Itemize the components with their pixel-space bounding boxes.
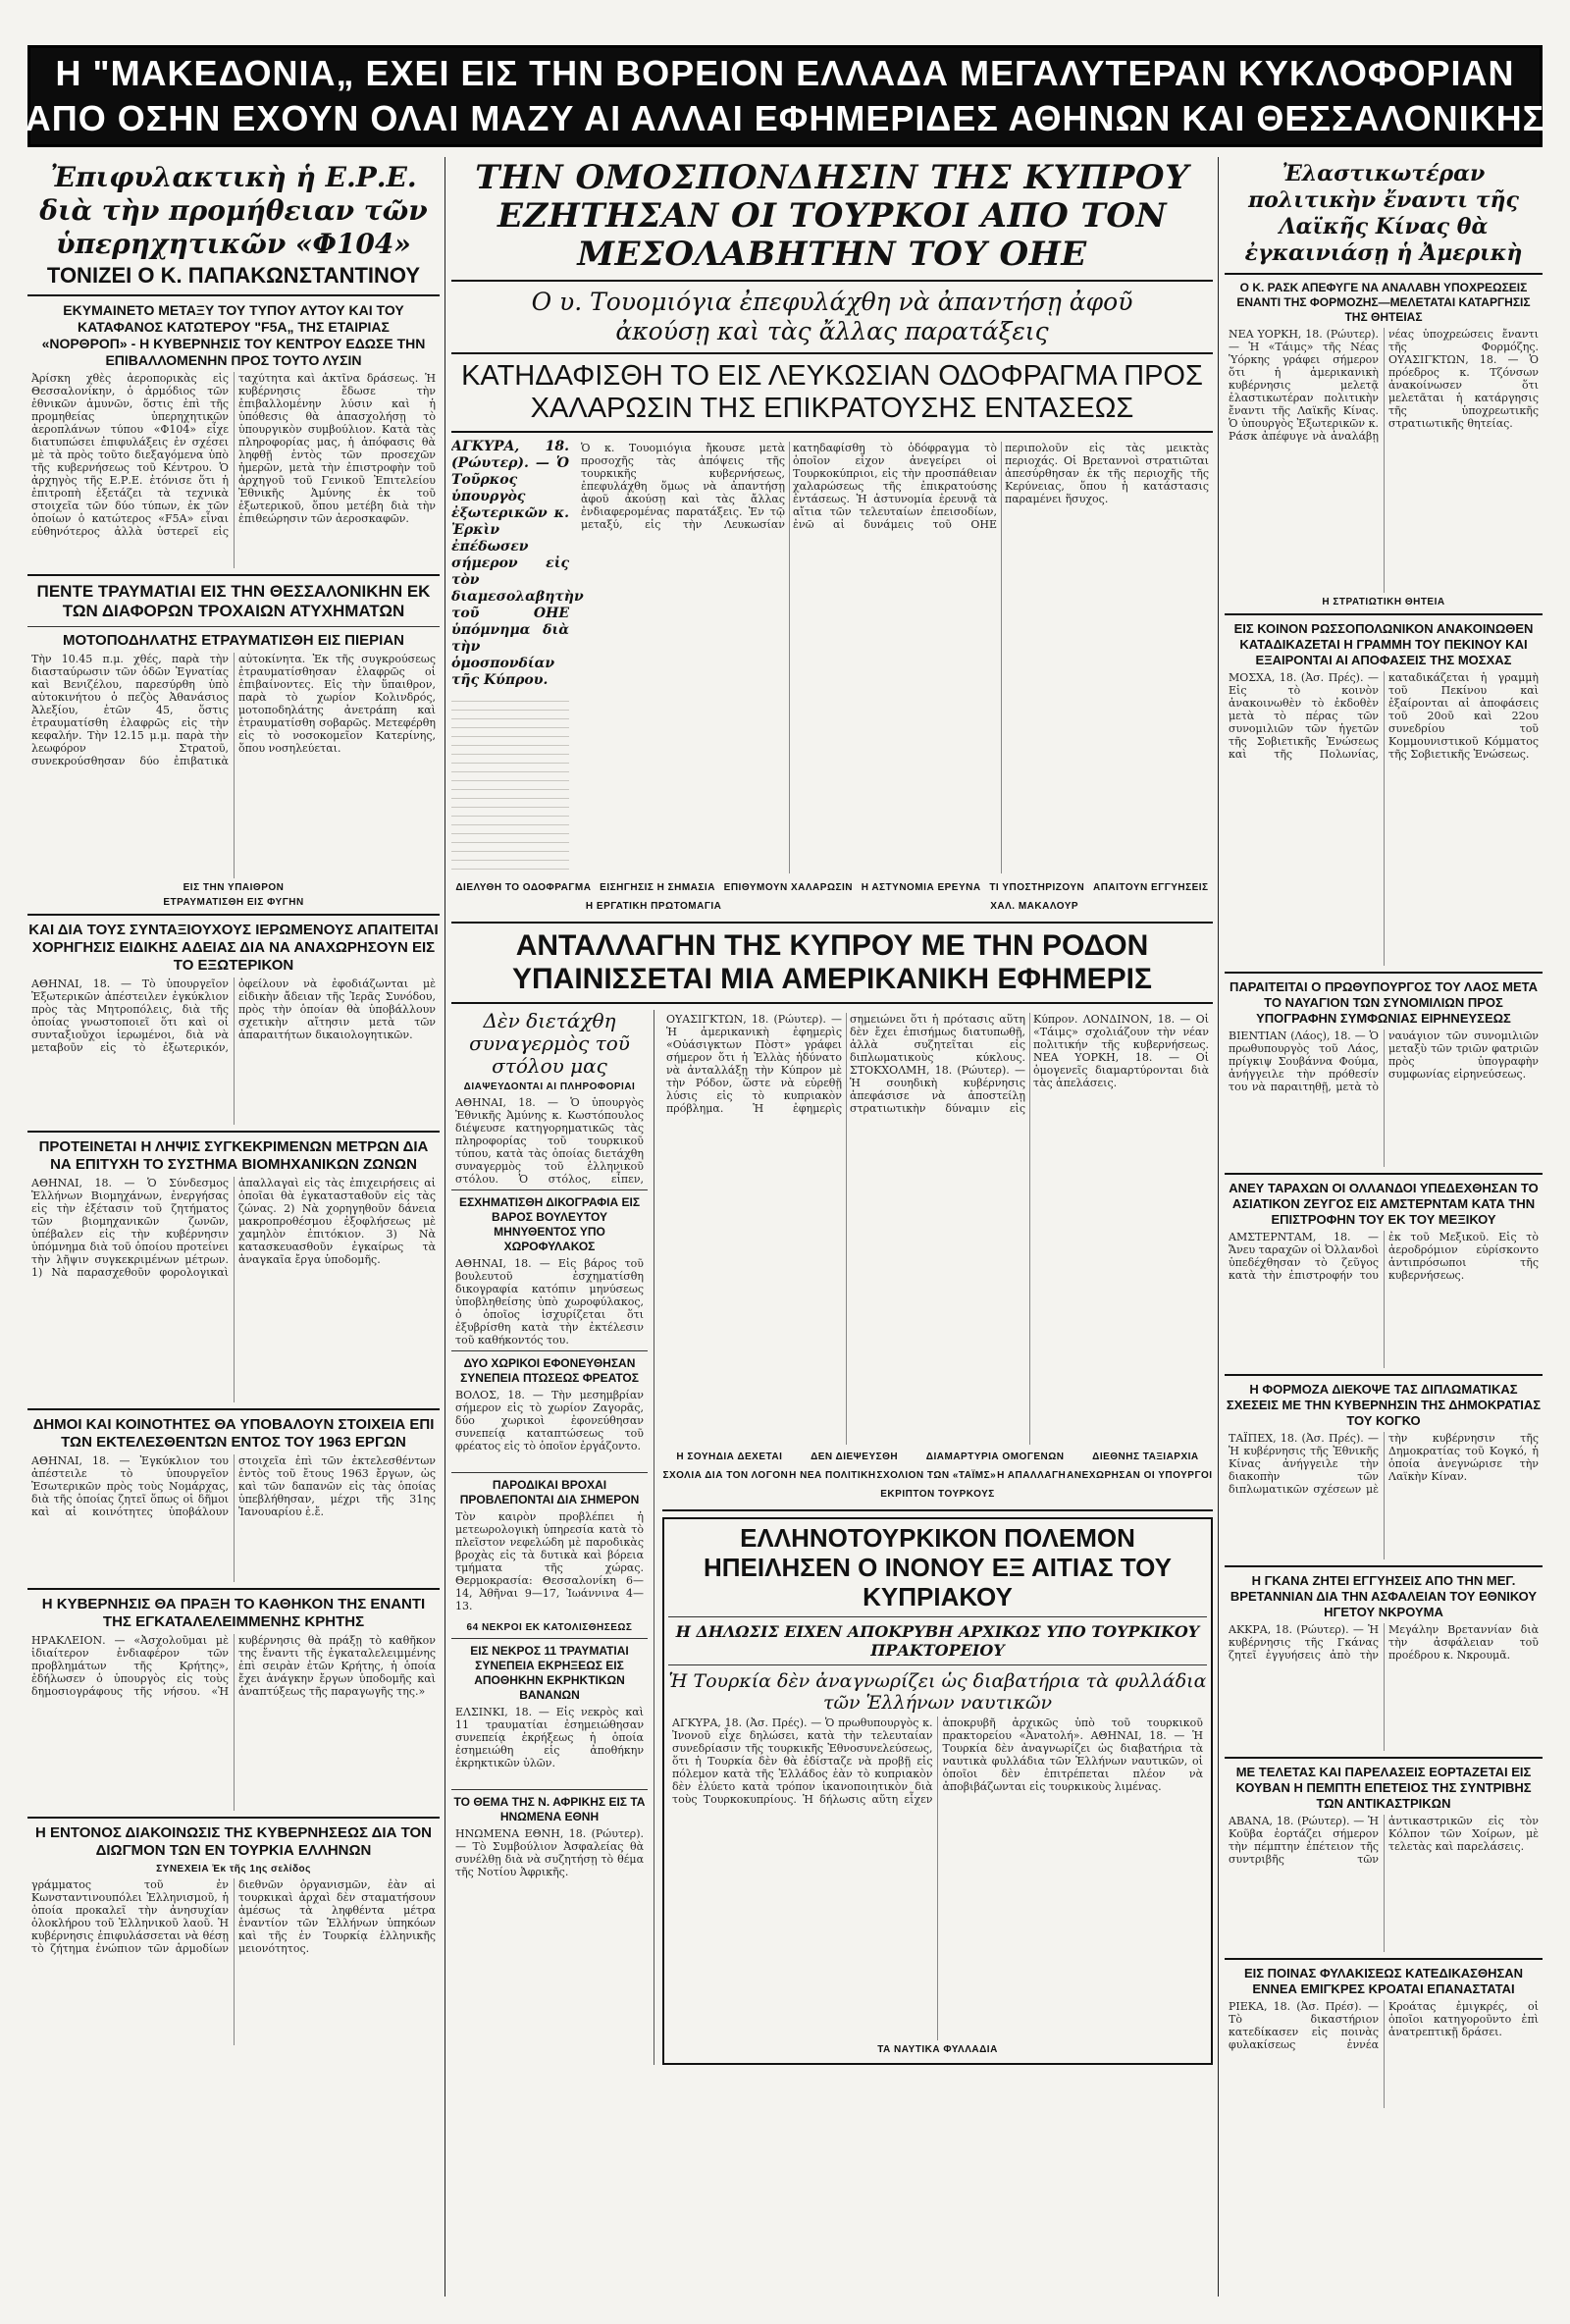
section-label: ΕΙΣ ΤΗΝ ΥΠΑΙΘΡΟΝ bbox=[183, 882, 285, 893]
continued-label: ΣΥΝΕΧΕΙΑ Ἐκ τῆς 1ης σελίδος bbox=[156, 1864, 311, 1875]
headline: ΜΕ ΤΕΛΕΤΑΣ ΚΑΙ ΠΑΡΕΛΑΣΕΙΣ ΕΟΡΤΑΖΕΤΑΙ ΕΙΣ ΚΟΥΒΑΝ Η ΠΕΜΠΤΗ ΕΠΕΤΕΙΟΣ ΤΗΣ ΣΥΝΤΡΙΒΗΣ ΤΩΝ ΑΝΤΙΚΑΣΤΡΙΚΩΝ bbox=[1235, 1765, 1532, 1811]
article-body: ΝΕΑ ΥΟΡΚΗ, 18. (Ρώυτερ). — Ἡ «Τάιμς» τῆς Νέας Ὑόρκης γράφει σήμερον ὅτι ἡ ἀμερικανικὴ κυβέρνησις μελετᾷ ἐλαστικωτέραν πολιτικὴν ἔναντι τῆς Λαϊκῆς Κίνας. Ὁ ὑπουργὸς Ἐξωτερικῶν κ. Ράσκ ἀπέφυγε νὰ ἀναλάβῃ νέας ὑποχρεώσεις ἔναντι τῆς Φορμόζης. ΟΥΑΣΙΓΚΤΩΝ, 18. — Ὁ πρόεδρος κ. Τζόνσων ἀνακοίνωσεν ὅτι μελετᾶται ἡ κατάργησις τῆς ὑποχρεωτικῆς στρατιωτικῆς θητείας. bbox=[1229, 328, 1539, 443]
section-label: Η ΑΣΤΥΝΟΜΙΑ ΕΡΕΥΝΑ bbox=[861, 882, 981, 893]
article-body: ΗΝΩΜΕΝΑ ΕΘΝΗ, 18. (Ρώυτερ). — Τὸ Συμβούλιον Ἀσφαλείας θὰ συνέλθῃ διὰ νὰ συζητήσῃ τὸ θέμα τῆς Νοτίου Ἀφρικῆς. bbox=[455, 1827, 644, 1878]
article-body: γράμματος τοῦ ἐν Κωνσταντινουπόλει Ἑλληνισμοῦ, ἡ ὁποία προκαλεῖ τὴν ἀνησυχίαν ὁλοκλήρου τοῦ Ἑλληνικοῦ λαοῦ. Ἡ κυβέρνησις ἐπιφυλάσσεται νὰ θέσῃ τὸ ζήτημα ἐνώπιον τῶν ἁρμοδίων διεθνῶν ὀργανισμῶν, ἐὰν αἱ τουρκικαὶ ἀρχαὶ δὲν σταματήσουν ἀμέσως τὰ ληφθέντα μέτρα ἐναντίον τῶν Ἑλλήνων ὑπηκόων καὶ τῆς ἐν Τουρκίᾳ ἑλληνικῆς μειονότητος. bbox=[31, 1878, 436, 1955]
newspaper-page bbox=[27, 157, 1543, 2297]
lead-subheadline: Ο υ. Τουομιόγια ἐπεφυλάχθη νὰ ἀπαντήσῃ ἀφοῦ ἀκούσῃ καὶ τὰς ἄλλας παρατάξεις bbox=[531, 288, 1133, 345]
section-label: ΑΠΑΙΤΟΥΝ ΕΓΓΥΗΣΕΙΣ bbox=[1092, 882, 1209, 893]
section-label: ΕΚΡΙΠΤΟΝ ΤΟΥΡΚΟΥΣ bbox=[880, 1489, 995, 1500]
right-column bbox=[1225, 157, 1543, 2297]
headline: Η ΕΝΤΟΝΟΣ ΔΙΑΚΟΙΝΩΣΙΣ ΤΗΣ ΚΥΒΕΡΝΗΣΕΩΣ ΔΙΑ ΤΟΝ ΔΙΩΓΜΟΝ ΤΩΝ ΕΝ ΤΟΥΡΚΙΑ ΕΛΛΗΝΩΝ bbox=[35, 1824, 432, 1859]
section-label: ΣΧΟΛΙΟΝ ΤΩΝ «ΤΑΪΜΣ» bbox=[876, 1470, 997, 1481]
section-label: ΤΙ ΥΠΟΣΤΗΡΙΖΟΥΝ bbox=[989, 882, 1085, 893]
article-body: ΑΒΑΝΑ, 18. (Ρώυτερ). — Ἡ Κοῦβα ἑορτάζει σήμερον τὴν πέμπτην ἐπέτειον τῆς συντριβῆς τῶν ἀντικαστρικῶν εἰς τὸν Κόλπον τῶν Χοίρων, μὲ τελετὰς καὶ παρελάσεις. bbox=[1229, 1815, 1539, 1866]
article-amsterdam bbox=[1225, 1181, 1543, 1368]
kicker: Ἡ Τουρκία δὲν ἀναγνωρίζει ὡς διαβατήρια τὰ φυλλάδια τῶν Ἑλλήνων ναυτικῶν bbox=[668, 1670, 1207, 1714]
article-body: ΡΙΕΚΑ, 18. (Ἀσ. Πρέσ). — Τὸ δικαστήριον κατεδίκασεν εἰς ποινὰς φυλακίσεως ἐννέα Κροάτας ἐμιγκρές, οἱ ὁποῖοι κατηγοροῦντο ἐπὶ ἀνατρεπτικῇ δράσει. bbox=[1229, 2000, 1539, 2051]
article-body: Τὸν καιρὸν προβλέπει ἡ μετεωρολογικὴ ὑπηρεσία κατὰ τὸ πλεῖστον νεφελώδη μὲ παροδικὰς βροχὰς εἰς τὰ δυτικὰ καὶ βόρεια τμήματα τῆς χώρας. Θερμοκρασία: Θεσσαλονίκη 6—14, Ἀθῆναι 9—17, Ἰωάννινα 4—13. bbox=[455, 1510, 644, 1612]
left-column bbox=[27, 157, 440, 2297]
banner-line-1: Η "ΜΑΚΕΔΟΝΙΑ„ ΕΧΕΙ ΕΙΣ ΤΗΝ ΒΟΡΕΙΟΝ ΕΛΛΑΔΑ ΜΕΓΑΛΥΤΕΡΑΝ ΚΥΚΛΟΦΟΡΙΑΝ bbox=[55, 53, 1515, 93]
brief-weather bbox=[451, 1478, 648, 1633]
article-crete bbox=[27, 1596, 440, 1811]
headline: ΔΥΟ ΧΩΡΙΚΟΙ ΕΦΟΝΕΥΘΗΣΑΝ ΣΥΝΕΠΕΙΑ ΠΤΩΣΕΩΣ ΦΡΕΑΤΟΣ bbox=[460, 1356, 639, 1385]
headline: ΕΙΣ ΚΟΙΝΟΝ ΡΩΣΣΟΠΟΛΩΝΙΚΟΝ ΑΝΑΚΟΙΝΩΘΕΝ ΚΑΤΑΔΙΚΑΖΕΤΑΙ Η ΓΡΑΜΜΗ ΤΟΥ ΠΕΚΙΝΟΥ ΚΑΙ ΕΞΑΙΡΟΝΤΑΙ ΑΙ ΑΠΟΦΑΣΕΙΣ ΤΗΣ ΜΟΣΧΑΣ bbox=[1233, 621, 1534, 667]
brief-fleet bbox=[451, 1010, 648, 1185]
article-traffic-accidents bbox=[27, 582, 440, 908]
article-body: ΗΡΑΚΛΕΙΟΝ. — «Ἀσχολοῦμαι μὲ ἰδιαίτερον ἐνδιαφέρον τῶν προβλημάτων τῆς Κρήτης», ἐδήλωσεν ὁ ὑπουργὸς εἰς τοὺς δημοσιογράφους τῆς νήσου. «Ἡ κυβέρνησις θὰ πράξῃ τὸ καθῆκον της ἔναντι τῆς ἐγκαταλελειμμένης ἐπὶ σειρὰν ἐτῶν Κρήτης, ἡ ὁποία ἔχει ἀνάγκην ἔργων ὑποδομῆς καὶ ἀναπτύξεως τῆς παραγωγῆς της.» bbox=[31, 1634, 436, 1698]
article-industrial-zones bbox=[27, 1138, 440, 1402]
article-clergy-pensioners bbox=[27, 922, 440, 1125]
article-body: ΕΛΣΙΝΚΙ, 18. — Εἷς νεκρὸς καὶ 11 τραυματίαι ἐσημειώθησαν συνεπείᾳ ἐκρήξεως ἡ ὁποία ἐσημειώθη εἰς ἀποθήκην ἐκρηκτικῶν ὑλῶν. bbox=[455, 1706, 644, 1769]
section-label: ΔΙΕΛΥΘΗ ΤΟ ΟΔΟΦΡΑΓΜΑ bbox=[455, 882, 592, 893]
section-label: ΑΝΕΧΩΡΗΣΑΝ ΟΙ ΥΠΟΥΡΓΟΙ bbox=[1067, 1470, 1213, 1481]
section-label: Η ΣΤΡΑΤΙΩΤΙΚΗ ΘΗΤΕΙΑ bbox=[1322, 597, 1445, 607]
section-label: ΤΑ ΝΑΥΤΙΚΑ ΦΥΛΛΑΔΙΑ bbox=[877, 2044, 998, 2055]
headline: ΤΟ ΘΕΜΑ ΤΗΣ Ν. ΑΦΡΙΚΗΣ ΕΙΣ ΤΑ ΗΝΩΜΕΝΑ ΕΘΝΗ bbox=[453, 1795, 646, 1823]
article-body: Τὴν 10.45 π.μ. χθές, παρὰ τὴν διασταύρωσιν τῶν ὁδῶν Ἐγνατίας καὶ Βενιζέλου, παρεσύρθη ὑπὸ αὐτοκινήτου ὁ πεζὸς Ἀθανάσιος Ἀλεξίου, ἐτῶν 45, ὅστις ἐτραυματίσθη ἐλαφρῶς εἰς τὴν κεφαλήν. Τὴν 12.15 μ.μ. παρὰ τὴν λεωφόρον Στρατοῦ, συνεκρούσθησαν δύο ἐπιβατικὰ αὐτοκίνητα. Ἐκ τῆς συγκρούσεως ἐτραυματίσθησαν ἐλαφρῶς οἱ ἐπιβαίνοντες. Εἰς τὴν ὕπαιθρον, παρὰ τὸ χωρίον Κολινδρός, μοτοποδηλάτης ἀνετράπη καὶ ἐτραυματίσθη σοβαρῶς. Μετεφέρθη εἰς τὸ νοσοκομεῖον Κατερίνης, ὅπου νοσηλεύεται. bbox=[31, 653, 436, 767]
headline: Η ΚΥΒΕΡΝΗΣΙΣ ΘΑ ΠΡΑΞΗ ΤΟ ΚΑΘΗΚΟΝ ΤΗΣ ΕΝΑΝΤΙ ΤΗΣ ΕΓΚΑΤΑΛΕΛΕΙΜΜΕΝΗΣ ΚΡΗΤΗΣ bbox=[41, 1596, 426, 1630]
article-rhodes-exchange bbox=[451, 929, 1213, 2065]
article-cyprus-federation bbox=[451, 159, 1213, 916]
article-body: ΑΓΚΥΡΑ, 18. (Ἀσ. Πρές). — Ὁ πρωθυπουργὸς κ. Ἰνονοῦ εἶχε δηλώσει, κατὰ τὴν τελευταίαν συνεδρίασιν τῆς τουρκικῆς Ἐθνοσυνελεύσεως, ὅτι ἡ Τουρκία δὲν θὰ ἐδίσταζε νὰ προβῇ εἰς πόλεμον κατὰ τῆς Ἑλλάδος ἐὰν τὸ κυπριακὸν δὲν ἐλύετο κατὰ τρόπον ἱκανοποιητικὸν διὰ τοὺς Τουρκοκυπρίους. Ἡ δήλωσις αὕτη εἶχεν ἀποκρυβῆ ἀρχικῶς ὑπὸ τοῦ τουρκικοῦ πρακτορείου «Ἀνατολή». ΑΘΗΝΑΙ, 18. — Ἡ Τουρκία δὲν ἀναγνωρίζει ὡς διαβατήρια τὰ ναυτικὰ φυλλάδια τῶν Ἑλλήνων ναυτικῶν, οἱ ὁποῖοι δὲν ἐπιτρέπεται πλέον νὰ ἀποβιβάζωνται εἰς τουρκικοὺς λιμένας. bbox=[672, 1717, 1203, 1806]
brief-explosion bbox=[451, 1644, 648, 1784]
article-greco-turkish-war bbox=[662, 1517, 1213, 2065]
headline: ΑΝΤΑΛΛΑΓΗΝ ΤΗΣ ΚΥΠΡΟΥ ΜΕ ΤΗΝ ΡΟΔΟΝ ΥΠΑΙΝΙΣΣΕΤΑΙ ΜΙΑ ΑΜΕΡΙΚΑΝΙΚΗ ΕΦΗΜΕΡΙΣ bbox=[512, 929, 1152, 995]
article-laos bbox=[1225, 979, 1543, 1167]
headline: Ἐπιφυλακτικὴ ἡ Ε.Ρ.Ε. διὰ τὴν προμήθειαν τῶν ὑπερηχητικῶν «Φ104» bbox=[39, 161, 428, 260]
dateline: ΑΓΚΥΡΑ, 18. (Ρώυτερ). — Ὁ Τοῦρκος ὑπουργὸς ἐξωτερικῶν κ. Ἐρκὶν ἐπέδωσεν σήμερον εἰς τὸν διαμεσολαβητὴν τοῦ ΟΗΕ ὑπόμνημα διὰ τὴν ὁμοσπονδίαν τῆς Κύπρου. bbox=[451, 439, 584, 688]
masthead-banner bbox=[27, 45, 1543, 147]
headline: ΔΗΜΟΙ ΚΑΙ ΚΟΙΝΟΤΗΤΕΣ ΘΑ ΥΠΟΒΑΛΟΥΝ ΣΤΟΙΧΕΙΑ ΕΠΙ ΤΩΝ ΕΚΤΕΛΕΣΘΕΝΤΩΝ ΕΝΤΟΣ ΤΟΥ 1963 ΕΡΓΩΝ bbox=[32, 1416, 435, 1451]
brief-well-collapse bbox=[451, 1356, 648, 1467]
article-russo-polish bbox=[1225, 621, 1543, 966]
article-cuba bbox=[1225, 1765, 1543, 1952]
headline: Ἐλαστικωτέραν πολιτικὴν ἔναντι τῆς Λαϊκῆς Κίνας θὰ ἐγκαινιάσῃ ἡ Ἀμερικὴ bbox=[1244, 161, 1523, 266]
byline: ΧΑΛ. ΜΑΚΑΛΟΥΡ bbox=[990, 901, 1079, 912]
subheadline: ΤΟΝΙΖΕΙ Ο Κ. ΠΑΠΑΚΩΝΣΤΑΝΤΙΝΟΥ bbox=[46, 263, 421, 288]
headline: ΠΑΡΟΔΙΚΑΙ ΒΡΟΧΑΙ ΠΡΟΒΛΕΠΟΝΤΑΙ ΔΙΑ ΣΗΜΕΡΟΝ bbox=[459, 1478, 640, 1506]
subheadline: ΜΟΤΟΠΟΔΗΛΑΤΗΣ ΕΤΡΑΥΜΑΤΙΣΘΗ ΕΙΣ ΠΙΕΡΙΑΝ bbox=[63, 632, 404, 649]
article-municipalities bbox=[27, 1416, 440, 1582]
section-label: ΕΠΙΘΥΜΟΥΝ ΧΑΛΑΡΩΣΙΝ bbox=[723, 882, 853, 893]
article-body: ΑΜΣΤΕΡΝΤΑΜ, 18. — Ἄνευ ταραχῶν οἱ Ὀλλανδοὶ ὑπεδέχθησαν τὸ ζεῦγος κατὰ τὴν ἐπιστροφήν του ἐκ τοῦ Μεξικοῦ. Εἰς τὸ ἀεροδρόμιον εὑρίσκοντο ἀντιπρόσωποι τῆς κυβερνήσεως. bbox=[1229, 1231, 1539, 1282]
article-persecution bbox=[27, 1824, 440, 2045]
article-body: ΒΙΕΝΤΙΑΝ (Λάος), 18. — Ὁ πρωθυπουργὸς τοῦ Λάος, πρίγκιψ Σουβάννα Φούμα, ἀνήγγειλε τὴν πρόθεσίν του νὰ παραιτηθῇ, μετὰ τὸ ναυάγιον τῶν συνομιλιῶν μεταξὺ τῶν τριῶν φατριῶν πρὸς ὑπογραφὴν συμφωνίας εἰρηνεύσεως. bbox=[1229, 1030, 1539, 1093]
headline: ΕΛΛΗΝΟΤΟΥΡΚΙΚΟΝ ΠΟΛΕΜΟΝ ΗΠΕΙΛΗΣΕΝ Ο ΙΝΟΝΟΥ ΕΞ ΑΙΤΙΑΣ ΤΟΥ ΚΥΠΡΙΑΚΟΥ bbox=[704, 1523, 1172, 1611]
article-body-continued bbox=[451, 693, 569, 870]
section-label: ΣΧΟΛΙΑ ΔΙΑ ΤΟΝ ΛΟΓΟΝ bbox=[662, 1470, 789, 1481]
article-croatians bbox=[1225, 1966, 1543, 2108]
section-label: Η ΑΠΑΛΛΑΓΗ bbox=[997, 1470, 1067, 1481]
headline: Δὲν διετάχθη συναγερμὸς τοῦ στόλου μας bbox=[469, 1009, 630, 1078]
article-china-policy bbox=[1225, 161, 1543, 607]
article-body: ΑΘΗΝΑΙ, 18. — Ὁ ὑπουργὸς Ἐθνικῆς Ἀμύνης κ. Κωστόπουλος διέψευσε κατηγορηματικῶς τὰς πληροφορίας τοῦ τουρκικοῦ τύπου, κατὰ τὰς ὁποίας διετάχθη συναγερμὸς τοῦ ἑλληνικοῦ στόλου. Ὁ στόλος, εἶπεν, bbox=[455, 1096, 644, 1185]
brief-south-africa bbox=[451, 1795, 648, 1916]
section-label: Η ΕΡΓΑΤΙΚΗ ΠΡΩΤΟΜΑΓΙΑ bbox=[585, 901, 722, 912]
article-body: ΜΟΣΧΑ, 18. (Ἀσ. Πρές). — Εἰς τὸ κοινὸν ἀνακοινωθὲν τὸ ἐκδοθὲν μετὰ τὸ πέρας τῶν συνομιλιῶν τῶν ἡγετῶν τῆς Σοβιετικῆς Ἑνώσεως καὶ τῆς Πολωνίας, καταδικάζεται ἡ γραμμὴ τοῦ Πεκίνου καὶ ἐξαίρονται αἱ ἀποφάσεις τοῦ 20οῦ καὶ 22ου συνεδρίου τοῦ Κομμουνιστικοῦ Κόμματος τῆς Σοβιετικῆς Ἑνώσεως. bbox=[1229, 671, 1539, 761]
deck: Ο Κ. ΡΑΣΚ ΑΠΕΦΥΓΕ ΝΑ ΑΝΑΛΑΒΗ ΥΠΟΧΡΕΩΣΕΙΣ ΕΝΑΝΤΙ ΤΗΣ ΦΟΡΜΟΖΗΣ—ΜΕΛΕΤΑΤΑΙ ΚΑΤΑΡΓΗΣΙΣ ΤΗΣ ΘΗΤΕΙΑΣ bbox=[1236, 281, 1531, 324]
subheadline: Η ΔΗΛΩΣΙΣ ΕΙΧΕΝ ΑΠΟΚΡΥΒΗ ΑΡΧΙΚΩΣ ΥΠΟ ΤΟΥΡΚΙΚΟΥ ΠΡΑΚΤΟΡΕΙΟΥ bbox=[675, 1622, 1200, 1660]
headline: Η ΦΟΡΜΟΖΑ ΔΙΕΚΟΨΕ ΤΑΣ ΔΙΠΛΩΜΑΤΙΚΑΣ ΣΧΕΣΕΙΣ ΜΕ ΤΗΝ ΚΥΒΕΡΝΗΣΙΝ ΤΗΣ ΔΗΜΟΚΡΑΤΙΑΣ ΤΟΥ ΚΟΓΚΟ bbox=[1226, 1382, 1542, 1428]
banner-line-2: ΑΠΟ ΟΣΗΝ ΕΧΟΥΝ ΟΛΑΙ ΜΑΖΥ ΑΙ ΑΛΛΑΙ ΕΦΗΜΕΡΙΔΕΣ ΑΘΗΝΩΝ ΚΑΙ ΘΕΣΣΑΛΟΝΙΚΗΣ bbox=[25, 98, 1545, 138]
headline: ΑΝΕΥ ΤΑΡΑΧΩΝ ΟΙ ΟΛΛΑΝΔΟΙ ΥΠΕΔΕΧΘΗΣΑΝ ΤΟ ΑΣΙΑΤΙΚΟΝ ΖΕΥΓΟΣ ΕΙΣ ΑΜΣΤΕΡΝΤΑΜ ΚΑΤΑ ΤΗΝ ΕΠΙΣΤΡΟΦΗΝ ΤΟΥ ΕΚ ΤΟΥ ΜΕΞΙΚΟΥ bbox=[1229, 1181, 1539, 1227]
section-label: ΕΙΣΗΓΗΣΙΣ Η ΣΗΜΑΣΙΑ bbox=[600, 882, 715, 893]
section-label: ΔΙΑΨΕΥΔΟΝΤΑΙ ΑΙ ΠΛΗΡΟΦΟΡΙΑΙ bbox=[463, 1082, 636, 1092]
article-body: ΑΘΗΝΑΙ, 18. — Ἐγκύκλιον του ἀπέστειλε τὸ ὑπουργεῖον Ἐσωτερικῶν πρὸς τοὺς Νομάρχας, διὰ τῆς ὁποίας ζητεῖ ὅπως οἱ δῆμοι καὶ αἱ κοινότητες ὑποβάλουν στοιχεῖα ἐπὶ τῶν ἐκτελεσθέντων ἐντὸς τοῦ ἔτους 1963 ἔργων, ὡς καὶ τῶν δαπανῶν εἰς τὰς ὁποίας ὑπεβλήθησαν, μέχρι τῆς 31ης Ἰανουαρίου ἐ.ἔ. bbox=[31, 1454, 436, 1518]
headline: ΚΑΙ ΔΙΑ ΤΟΥΣ ΣΥΝΤΑΞΙΟΥΧΟΥΣ ΙΕΡΩΜΕΝΟΥΣ ΑΠΑΙΤΕΙΤΑΙ ΧΟΡΗΓΗΣΙΣ ΕΙΔΙΚΗΣ ΑΔΕΙΑΣ ΔΙΑ ΝΑ ΑΝΑΧΩΡΗΣΟΥΝ ΕΙΣ ΤΟ ΕΞΩΤΕΡΙΚΟΝ bbox=[28, 922, 439, 974]
section-label: ΔΙΕΘΝΗΣ ΤΑΞΙΑΡΧΙΑ bbox=[1092, 1452, 1199, 1462]
headline: ΠΑΡΑΙΤΕΙΤΑΙ Ο ΠΡΩΘΥΠΟΥΡΓΟΣ ΤΟΥ ΛΑΟΣ ΜΕΤΑ ΤΟ ΝΑΥΑΓΙΟΝ ΤΩΝ ΣΥΝΟΜΙΛΙΩΝ ΠΡΟΣ ΥΠΟΓΡΑΦΗΝ ΣΥΜΦΩΝΙΑΣ ΕΙΡΗΝΕΥΣΕΩΣ bbox=[1229, 979, 1539, 1026]
section-label: ΔΙΑΜΑΡΤΥΡΙΑ ΟΜΟΓΕΝΩΝ bbox=[925, 1452, 1065, 1462]
headline: ΠΕΝΤΕ ΤΡΑΥΜΑΤΙΑΙ ΕΙΣ ΤΗΝ ΘΕΣΣΑΛΟΝΙΚΗΝ ΕΚ ΤΩΝ ΔΙΑΦΟΡΩΝ ΤΡΟΧΑΙΩΝ ΑΤΥΧΗΜΑΤΩΝ bbox=[36, 582, 431, 620]
article-body: ΑΘΗΝΑΙ, 18. — Εἰς βάρος τοῦ βουλευτοῦ ἐσχηματίσθη δικογραφία κατόπιν μηνύσεως ὑποβληθείσης ὑπὸ χωροφύλακος, ὁ ὁποῖος ἰσχυρίζεται ὅτι ἐξυβρίσθη κατὰ τὴν ἐκτέλεσιν τοῦ καθήκοντός του. bbox=[455, 1257, 644, 1346]
article-formosa-congo bbox=[1225, 1382, 1543, 1559]
article-body: ΑΘΗΝΑΙ, 18. — Ὁ Σύνδεσμος Ἑλλήνων Βιομηχάνων, ἐνεργήσας εἰς τὴν ἐξέτασιν τοῦ ζητήματος τῶν βιομηχανικῶν ζωνῶν, ὑπέβαλεν εἰς τὴν κυβέρνησιν ὑπόμνημα διὰ τοῦ ὁποίου προτείνει τὴν λῆψιν συγκεκριμένων μέτρων. 1) Νὰ παρασχεθοῦν φορολογικαὶ ἀπαλλαγαὶ εἰς τὰς ἐπιχειρήσεις αἱ ὁποῖαι θὰ ἐγκατασταθοῦν εἰς τὰς ζώνας. 2) Νὰ χορηγηθοῦν δάνεια μακροπροθέσμου ἐξοφλήσεως μὲ χαμηλὸν ἐπιτόκιον. 3) Νὰ κατασκευασθοῦν ἐγκαίρως τὰ ἀναγκαῖα ἔργα ὑποδομῆς. bbox=[31, 1177, 436, 1279]
column-rule bbox=[1218, 157, 1219, 2297]
section-label: Η ΝΕΑ ΠΟΛΙΤΙΚΗ bbox=[789, 1470, 876, 1481]
lead-headline: ΤΗΝ ΟΜΟΣΠΟΝΔΗΣΙΝ ΤΗΣ ΚΥΠΡΟΥ ΕΖΗΤΗΣΑΝ ΟΙ ΤΟΥΡΚΟΙ ΑΠΟ ΤΟΝ ΜΕΣΟΛΑΒΗΤΗΝ ΤΟΥ ΟΗΕ bbox=[475, 158, 1189, 274]
section-label: ΕΤΡΑΥΜΑΤΙΣΘΗ ΕΙΣ ΦΥΓΗΝ bbox=[163, 897, 304, 908]
article-body: ΟΥΑΣΙΓΚΤΩΝ, 18. (Ρώυτερ). — Ἡ ἀμερικανικὴ ἐφημερὶς «Οὐάσιγκτων Πὸστ» γράφει σήμερον ὅτι ἡ Ἑλλὰς ἠδύνατο νὰ ἀνταλλάξῃ τὴν Κύπρον μὲ τὴν Ρόδον, ὥστε νὰ εὑρεθῇ λύσις εἰς τὸ κυπριακὸν πρόβλημα. Ἡ ἐφημερὶς σημειώνει ὅτι ἡ πρότασις αὕτη δὲν ἔχει ἐπισήμως διατυπωθῇ, ἀλλὰ συζητεῖται εἰς διπλωματικοὺς κύκλους. ΣΤΟΚΧΟΛΜΗ, 18. (Ρώυτερ). — Ἡ σουηδικὴ κυβέρνησις ἀπεφάσισε νὰ ἀποστείλῃ στρατιωτικὴν δύναμιν εἰς Κύπρον. ΛΟΝΔΙΝΟΝ, 18. — Οἱ «Τάιμς» σχολιάζουν τὴν νέαν πολιτικήν τῆς κυβερνήσεως. ΝΕΑ ΥΟΡΚΗ, 18. — Οἱ ὁμογενεῖς διαμαρτύρονται διὰ τὰς ἀπελάσεις. bbox=[666, 1013, 1209, 1115]
article-body: ΒΟΛΟΣ, 18. — Τὴν μεσημβρίαν σήμερον εἰς τὸ χωρίον Ζαγορᾶς, δύο χωρικοὶ ἐφονεύθησαν συνεπείᾳ καταπτώσεως τοῦ φρέατος εἰς τὸ ὁποῖον ἐργάζοντο. bbox=[455, 1389, 644, 1452]
article-body: ΑΚΚΡΑ, 18. (Ρώυτερ). — Ἡ κυβέρνησις τῆς Γκάνας ζητεῖ ἐγγυήσεις ἀπὸ τὴν Μεγάλην Βρεταννίαν διὰ τὴν ἀσφάλειαν τοῦ προέδρου κ. Νκρουμᾶ. bbox=[1229, 1623, 1539, 1662]
section-label: 64 ΝΕΚΡΟΙ ΕΚ ΚΑΤΟΛΙΣΘΗΣΕΩΣ bbox=[466, 1622, 633, 1633]
article-ghana bbox=[1225, 1573, 1543, 1751]
section-label: ΔΕΝ ΔΙΕΨΕΥΣΘΗ bbox=[811, 1452, 899, 1462]
article-body: Ὁ κ. Τουομιόγια ἤκουσε μετὰ προσοχῆς τὰς ἀπόψεις τῆς τουρκικῆς κυβερνήσεως, ἐπεφυλάχθη ὅμως νὰ ἀπαντήσῃ ἀφοῦ ἀκούσῃ καὶ τὰς ἄλλας ἐνδιαφερομένας παρατάξεις. Ἐν τῷ μεταξύ, εἰς τὴν Λευκωσίαν κατηδαφίσθη τὸ ὁδόφραγμα τὸ ὁποῖον εἶχον ἀνεγείρει οἱ Τουρκοκύπριοι, εἰς τὴν προσπάθειαν χαλαρώσεως τῆς ἐπικρατούσης ἐντάσεως. Ἡ ἀστυνομία ἐρευνᾷ τὰ αἴτια τῶν τελευταίων ἐπεισοδίων, ἐνῶ αἱ δυνάμεις τοῦ ΟΗΕ περιπολοῦν εἰς τὰς μεικτὰς περιοχάς. Οἱ Βρεταννοὶ στρατιῶται ἀπεσύρθησαν ἐκ τῆς περιοχῆς τῆς Κερύνειας, ὅπου ἡ κατάστασις παραμένει ἥσυχος. bbox=[581, 442, 1209, 531]
center-column bbox=[451, 157, 1213, 2297]
article-body: ΑΘΗΝΑΙ, 18. — Τὸ ὑπουργεῖον Ἐξωτερικῶν ἀπέστειλεν ἐγκύκλιον πρὸς τὰς Μητροπόλεις, διὰ τῆς ὁποίας γνωστοποιεῖ ὅτι καὶ οἱ συνταξιοῦχοι ἱερωμένοι, διὰ νὰ μεταβοῦν εἰς τὸ ἐξωτερικόν, ὀφείλουν νὰ ἐφοδιάζωνται μὲ εἰδικὴν ἄδειαν τῆς Ἱερᾶς Συνόδου, πρὸς τὴν ὁποίαν θὰ ὑποβάλλουν σχετικὴν αἴτησιν μετὰ τῶν ἀπαραιτήτων δικαιολογητικῶν. bbox=[31, 977, 436, 1054]
headline: Η ΓΚΑΝΑ ΖΗΤΕΙ ΕΓΓΥΗΣΕΙΣ ΑΠΟ ΤΗΝ ΜΕΓ. ΒΡΕΤΑΝΝΙΑΝ ΔΙΑ ΤΗΝ ΑΣΦΑΛΕΙΑΝ ΤΟΥ ΕΘΝΙΚΟΥ ΗΓΕΤΟΥ ΝΚΡΟΥΜΑ bbox=[1230, 1573, 1538, 1619]
sidebar-briefs bbox=[451, 1010, 654, 2065]
article-body: Ἀρίσκη χθὲς ἀεροπορικὰς εἰς Θεσσαλονίκην, ὁ ἀρμόδιος τῶν ἐθνικῶν ἀμυνῶν, ὅστις ἐπὶ τῆς προμηθείας ὑπερηχητικῶν ἀεροπλάνων τύπου «Φ104» εἶχε διατυπώσει ἐπιφυλάξεις ἐν σχέσει μὲ τὰ πρὸς τοῦτο διεξαγόμενα ὑπὸ τῆς κυβερνήσεως τοῦ Κέντρου. Ὁ ἀρχηγὸς τῆς Ε.Ρ.Ε. ἐτόνισε ὅτι ἡ ἐπιτροπὴ ἐξετάζει τὰ τεχνικὰ στοιχεῖα τῶν δύο τύπων, ἐκ τῶν ὁποίων ὁ κατώτερος «F5A» εἶναι εὐθηνότερος ἀλλὰ ὑστερεῖ εἰς ταχύτητα καὶ ἀκτῖνα δράσεως. Ἡ κυβέρνησις ἔδωσε τὴν ἐπιβαλλομένην λύσιν καὶ ἡ ὑπόθεσις θὰ ἀπασχολήσῃ τὸ ὑπουργικὸν συμβούλιον. Κατὰ τὰς πληροφορίας μας, ἡ ἀπόφασις θὰ ληφθῇ ἐντὸς τῶν προσεχῶν ἡμερῶν, μετὰ τὴν ἐπιστροφὴν τοῦ ἀρχηγοῦ τοῦ Γενικοῦ Ἐπιτελείου Ἐθνικῆς Ἀμύνης ἐκ τοῦ ἐξωτερικοῦ, ὅπου μετέβη διὰ τὴν ἐπιθεώρησιν τῶν ἀεροσκαφῶν. bbox=[31, 372, 436, 538]
article-f104 bbox=[27, 161, 440, 568]
headline: ΕΙΣ ΠΟΙΝΑΣ ΦΥΛΑΚΙΣΕΩΣ ΚΑΤΕΔΙΚΑΣΘΗΣΑΝ ΕΝΝΕΑ ΕΜΙΓΚΡΕΣ ΚΡΟΑΤΑΙ ΕΠΑΝΑΣΤΑΤΑΙ bbox=[1243, 1966, 1524, 1996]
deck: ΕΚΥΜΑΙΝΕΤΟ ΜΕΤΑΞΥ ΤΟΥ ΤΥΠΟΥ ΑΥΤΟΥ ΚΑΙ ΤΟΥ ΚΑΤΑΦΑΝΟΣ ΚΑΤΩΤΕΡΟΥ "F5A„ ΤΗΣ ΕΤΑΙΡΙΑΣ «ΝΟΡΘΡΟΠ» - Η ΚΥΒΕΡΝΗΣΙΣ ΤΟΥ ΚΕΝΤΡΟΥ ΕΔΩΣΕ ΤΗΝ ΕΠΙΒΑΛΛΟΜΕΝΗΝ ΠΡΟΣ ΤΟΥΤΟ ΛΥΣΙΝ bbox=[41, 302, 426, 368]
section-label: Η ΣΟΥΗΔΙΑ ΔΕΧΕΤΑΙ bbox=[676, 1452, 783, 1462]
brief-mp-case bbox=[451, 1195, 648, 1346]
headline: ΕΙΣ ΝΕΚΡΟΣ 11 ΤΡΑΥΜΑΤΙΑΙ ΣΥΝΕΠΕΙΑ ΕΚΡΗΞΕΩΣ ΕΙΣ ΑΠΟΘΗΚΗΝ ΕΚΡΗΚΤΙΚΩΝ ΒΑΝΑΝΩΝ bbox=[470, 1644, 629, 1702]
article-body: ΤΑΪΠΕΧ, 18. (Ἀσ. Πρές). — Ἡ κυβέρνησις τῆς Ἐθνικῆς Κίνας ἀνήγγειλε τὴν διακοπὴν τῶν διπλωματικῶν σχέσεων μὲ τὴν κυβέρνησιν τῆς Δημοκρατίας τοῦ Κογκό, ἡ ὁποία ἀνεγνώρισε τὴν Λαϊκὴν Κίναν. bbox=[1229, 1432, 1539, 1496]
headline: ΠΡΟΤΕΙΝΕΤΑΙ Η ΛΗΨΙΣ ΣΥΓΚΕΚΡΙΜΕΝΩΝ ΜΕΤΡΩΝ ΔΙΑ ΝΑ ΕΠΙΤΥΧΗ ΤΟ ΣΥΣΤΗΜΑ ΒΙΟΜΗΧΑΝΙΚΩΝ ΖΩΝΩΝ bbox=[38, 1138, 429, 1173]
lead-kicker: ΚΑΤΗΔΑΦΙΣΘΗ ΤΟ ΕΙΣ ΛΕΥΚΩΣΙΑΝ ΟΔΟΦΡΑΓΜΑ ΠΡΟΣ ΧΑΛΑΡΩΣΙΝ ΤΗΣ ΕΠΙΚΡΑΤΟΥΣΗΣ ΕΝΤΑΣΕΩΣ bbox=[461, 360, 1203, 424]
headline: ΕΣΧΗΜΑΤΙΣΘΗ ΔΙΚΟΓΡΑΦΙΑ ΕΙΣ ΒΑΡΟΣ ΒΟΥΛΕΥΤΟΥ ΜΗΝΥΘΕΝΤΟΣ ΥΠΟ ΧΩΡΟΦΥΛΑΚΟΣ bbox=[458, 1195, 641, 1253]
